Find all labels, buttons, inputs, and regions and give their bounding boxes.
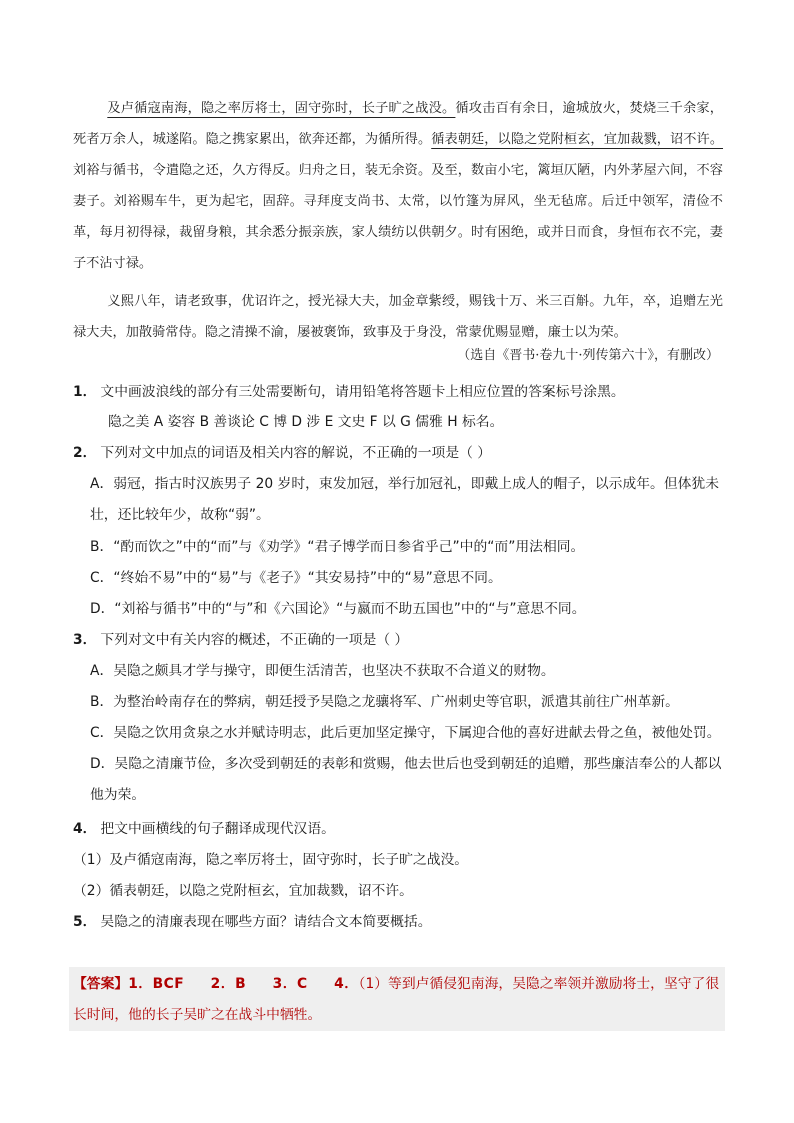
question-4: 4． 把文中画横线的句子翻译成现代汉语。 — [73, 821, 335, 837]
question-2: 2． 下列对文中加点的词语及相关内容的解说，不正确的一项是（ ） — [73, 445, 492, 461]
passage-paragraph-1 — [73, 93, 723, 279]
underlined-sentence-1: 及卢循寇南海，隐之率厉将士，固守弥时，长子旷之战没。 — [107, 101, 456, 116]
question-4-sentence-2: （2）循表朝廷，以隐之党附桓玄，宜加裁戮，诏不许。 — [73, 883, 413, 899]
question-2-option-d: D．“刘裕与循书”中的“与”和《六国论》“与嬴而不助五国也”中的“与”意思不同。 — [90, 601, 586, 617]
question-3-option-c: C．吴隐之饮用贪泉之水并赋诗明志，此后更加坚定操守，下属迎合他的喜好进献去骨之鱼，被他处罚。 — [90, 725, 721, 741]
question-3-option-b: B．为整治岭南存在的弊病，朝廷授予吴隐之龙骧将军、广州刺史等官职，派遣其前往广州革新。 — [90, 694, 679, 710]
answer-tag: 【答案】 — [73, 976, 129, 992]
passage-text: 刘裕与循书，令遣隐之还，久方得反。归舟之日，装无余资。及至，数亩小宅，篱垣仄陋，内外茅屋六间，不容妻子。刘裕赐车牛，更为起宅，固辞。寻拜度支尚书、太常，以竹篷为屏风，坐无毡席。后迁中领军，清俭不革，每月初得禄，裁留身粮，其余悉分振亲族，家人绩纺以供朝夕。时有困绝，或并日而食，身恒布衣不完，妻子不沾寸禄。 — [73, 163, 723, 271]
question-1: 1． 文中画波浪线的部分有三处需要断句，请用铅笔将答题卡上相应位置的答案标号涂黑。 — [73, 384, 625, 400]
question-5: 5． 吴隐之的清廉表现在哪些方面？请结合文本简要概括。 — [73, 914, 432, 930]
answer-box — [69, 967, 725, 1031]
underlined-sentence-2: 循表朝廷，以隐之党附桓玄，宜加裁戮，诏不许。 — [431, 132, 724, 147]
question-2-option-a: A．弱冠，指古时汉族男子 20 岁时，束发加冠，举行加冠礼，即戴上成人的帽子，以示成年。但体犹未壮，还比较年少，故称“弱”。 — [90, 476, 720, 523]
question-3-option-d: D．吴隐之清廉节俭，多次受到朝廷的表彰和赏赐，他去世后也受到朝廷的追赠，那些廉洁奉公的人都以他为荣。 — [90, 756, 722, 803]
question-2-option-b: B．“酌而饮之”中的“而”与《劝学》“君子博学而日参省乎己”中的“而”用法相同。 — [90, 539, 585, 555]
question-1-sentence: 隐之美 A 姿容 B 善谈论 C 博 D 涉 E 文史 F 以 G 儒雅 H 标名。 — [108, 414, 504, 430]
answer-choices: 1．BCF 2．B 3．C 4． — [128, 976, 359, 992]
answer-translation: （1）等到卢循侵犯南海，吴隐之率领并激励将士，坚守了很长时间，他的长子吴旷之在战斗中牺牲。 — [73, 976, 720, 1023]
passage-text: 循攻击百有余日，逾城放火，焚烧三千余家，死者万余人，城遂陷。隐之携家累出，欲奔还都，为循所得。 — [73, 101, 723, 147]
passage-paragraph-2: 义熙八年，请老致事，优诏许之，授光禄大夫，加金章紫绶，赐钱十万、米三百斛。九年，卒，追赠左光禄大夫，加散骑常侍。隐之清操不渝，屡被褒饰，致事及于身没，常蒙优赐显赠，廉士以为荣。 — [73, 294, 723, 340]
question-3: 3． 下列对文中有关内容的概述，不正确的一项是（ ） — [73, 632, 409, 648]
passage-source: （选自《晋书·卷九十·列传第六十》，有删改） — [457, 348, 719, 363]
question-2-option-c: C．“终始不易”中的“易”与《老子》“其安易持”中的“易”意思不同。 — [90, 570, 502, 586]
question-4-sentence-1: （1）及卢循寇南海，隐之率厉将士，固守弥时，长子旷之战没。 — [73, 852, 469, 868]
question-3-option-a: A．吴隐之颇具才学与操守，即便生活清苦，也坚决不获取不合道义的财物。 — [90, 663, 555, 679]
